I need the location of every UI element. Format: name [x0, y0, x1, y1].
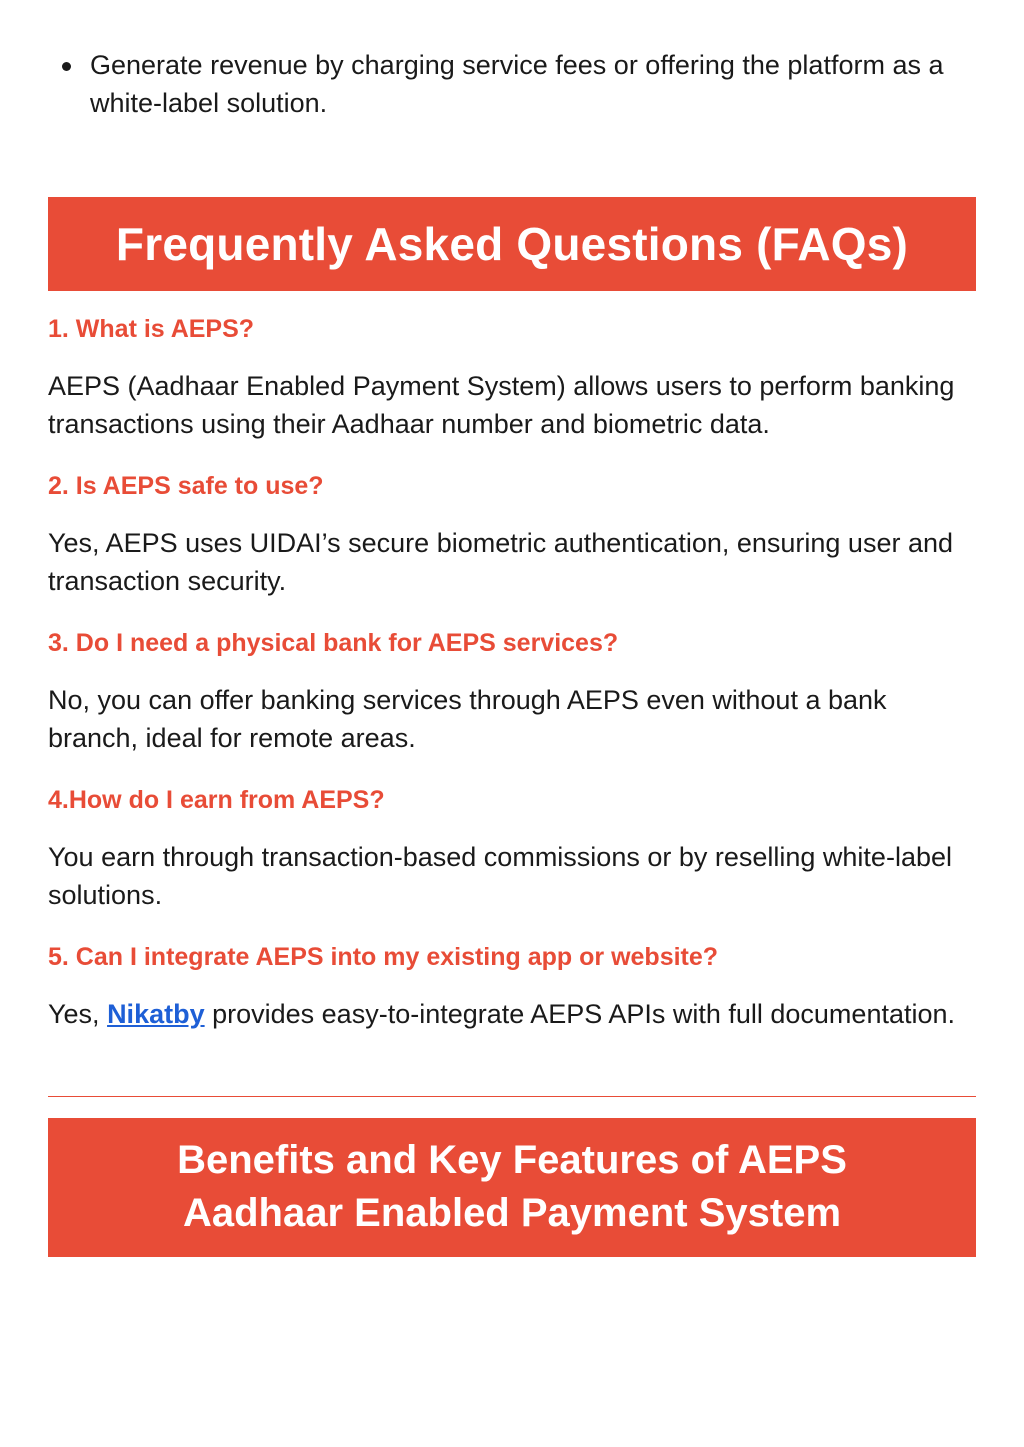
- benefits-title-line-2: Aadhaar Enabled Payment System: [182, 1191, 842, 1235]
- list-item: [62, 46, 962, 122]
- faq-section-title: Frequently Asked Questions (FAQs): [115, 218, 909, 270]
- benefits-title-line-1: Benefits and Key Features of AEPS: [177, 1138, 847, 1182]
- faq-item-5: [48, 941, 976, 1033]
- nikatby-link[interactable]: Nikatby: [107, 999, 205, 1029]
- faq-item-4: [48, 784, 976, 914]
- faq-item-3: [48, 627, 976, 757]
- faq-answer: You earn through transaction-based commissions or by reselling white-label solutions.: [48, 842, 952, 910]
- faq-answer: [48, 995, 976, 1033]
- bullet-icon: [62, 62, 71, 71]
- faq-answer: Yes, AEPS uses UIDAI’s secure biometric authentication, ensuring user and transaction security.: [48, 528, 954, 596]
- faq-question: 5. Can I integrate AEPS into my existing app or website?: [48, 943, 719, 971]
- faq-answer: No, you can offer banking services through AEPS even without a bank branch, ideal for remote areas.: [48, 685, 887, 753]
- section-divider: [48, 1096, 976, 1097]
- benefits-section-banner: [48, 1118, 976, 1257]
- faq-question: 2. Is AEPS safe to use?: [48, 472, 324, 500]
- bullet-text: Generate revenue by charging service fees or offering the platform as a white-label solution.: [90, 50, 944, 118]
- intro-bullet-list: [62, 46, 962, 122]
- faq-answer-suffix: provides easy-to-integrate AEPS APIs with full documentation.: [204, 999, 956, 1029]
- faq-question: 1. What is AEPS?: [48, 315, 255, 343]
- faq-question: 4.How do I earn from AEPS?: [48, 786, 385, 814]
- faq-section-banner: [48, 197, 976, 291]
- faq-answer-prefix: Yes,: [48, 999, 108, 1029]
- faq-question: 3. Do I need a physical bank for AEPS services?: [48, 629, 619, 657]
- faq-answer: AEPS (Aadhaar Enabled Payment System) allows users to perform banking transactions using their Aadhaar number and biometric data.: [48, 371, 955, 439]
- faq-item-2: [48, 470, 976, 600]
- faq-item-1: [48, 313, 976, 443]
